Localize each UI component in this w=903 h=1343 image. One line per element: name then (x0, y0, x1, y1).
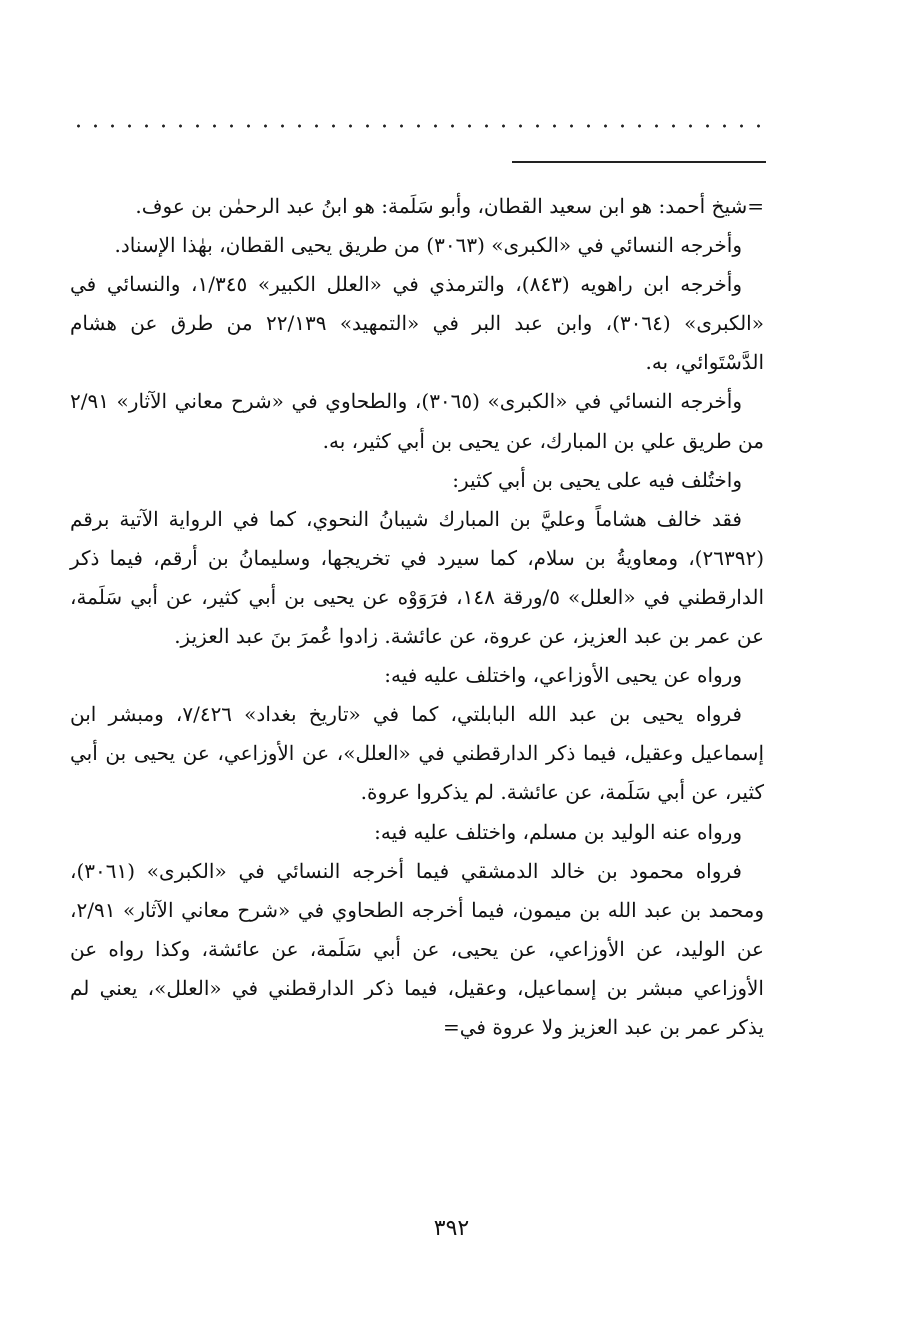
paragraph: ورواه عنه الوليد بن مسلم، واختلف عليه فيه: (374, 819, 742, 844)
paragraph: وأخرجه ابن راهويه (٨٤٣)، والترمذي في «العلل الكبير» ١/٣٤٥، والنسائي في «الكبرى» (٣٠٦٤)، وابن عبد البر في «التمهيد» ٢٢/١٣٩ من طرق عن هشام الدَّسْتَوائي، به. (70, 272, 764, 375)
paragraph: ورواه عن يحيى الأوزاعي، واختلف عليه فيه: (384, 663, 742, 688)
paragraph: وأخرجه النسائي في «الكبرى» (٣٠٦٥)، والطحاوي في «شرح معاني الآثار» ٢/٩١ من طريق علي بن المبارك، عن يحيى بن أبي كثير، به. (70, 389, 764, 453)
paragraph: =شيخ أحمد: هو ابن سعيد القطان، وأبو سَلَمة: هو ابنُ عبد الرحمٰن بن عوف. (135, 194, 764, 218)
paragraph: واختُلف فيه على يحيى بن أبي كثير: (452, 467, 742, 492)
paragraph: وأخرجه النسائي في «الكبرى» (٣٠٦٣) من طريق يحيى القطان، بهٰذا الإسناد. (114, 233, 742, 258)
page-number: ٣٩٢ (433, 1216, 470, 1241)
footnote-text (70, 187, 764, 1047)
paragraph: فقد خالف هشاماً وعليَّ بن المبارك شيبانُ النحوي، كما في الرواية الآتية برقم (٢٦٣٩٢)، ومعاويةُ بن سلام، كما سيرد في تخريجها، وسليمانُ بن أرقم، فيما ذكر الدارقطني في «العلل» ٥/ورقة ١٤٨، فرَوَوْه عن يحيى بن أبي كثير، عن أبي سَلَمة، عن عمر بن عبد العزيز، عن عروة، عن عائشة. زادوا عُمرَ بنَ عبد العزيز. (70, 506, 765, 649)
paragraph: فرواه يحيى بن عبد الله البابلتي، كما في «تاريخ بغداد» ٧/٤٢٦، ومبشر ابن إسماعيل وعقيل، فيما ذكر الدارقطني في «العلل»، عن الأوزاعي، عن يحيى بن أبي كثير، عن أبي سَلَمة، عن عائشة. لم يذكروا عروة. (70, 702, 764, 805)
dotted-separator (70, 122, 764, 130)
footnote-rule (512, 161, 766, 163)
paragraph: فرواه محمود بن خالد الدمشقي فيما أخرجه النسائي في «الكبرى» (٣٠٦١)، ومحمد بن عبد الله بن ميمون، فيما أخرجه الطحاوي في «شرح معاني الآثار» ٢/٩١، عن الوليد، عن الأوزاعي، عن يحيى، عن أبي سَلَمة، عن عائشة، وكذا رواه عن الأوزاعي مبشر بن إسماعيل، وعقيل، فيما ذكر الدارقطني في «العلل»، يعني لم يذكر عمر بن عبد العزيز ولا عروة في= (70, 858, 764, 1039)
